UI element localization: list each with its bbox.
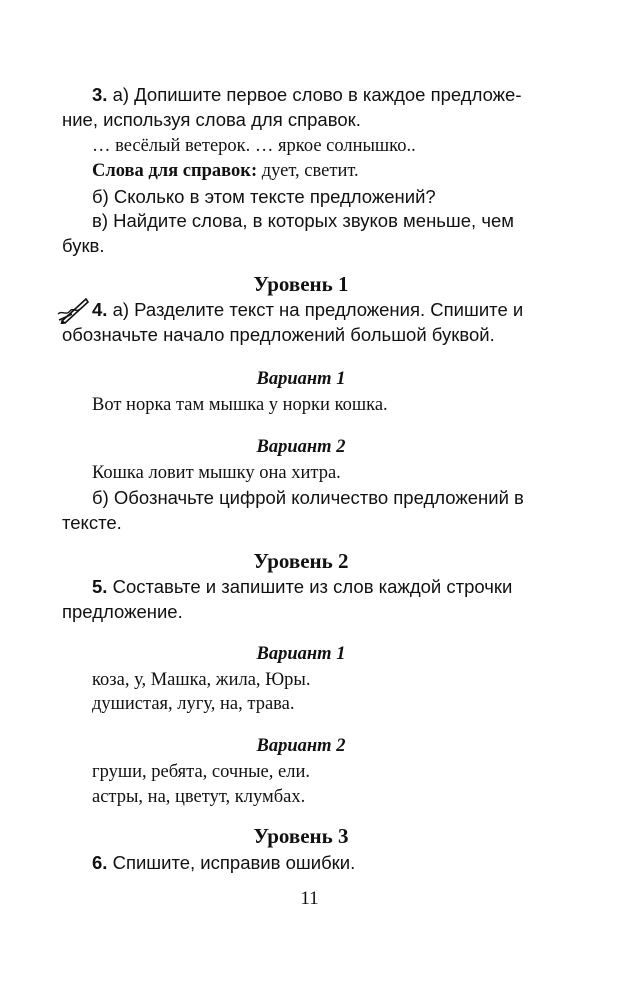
task-4-b-line-1: б) Обозначьте цифрой количество предложений в xyxy=(92,487,524,508)
task-3-line-2: ние, используя слова для справок. xyxy=(62,109,361,130)
level-1-variant-1-title: Вариант 1 xyxy=(256,369,346,389)
task-4-b-line-2: тексте. xyxy=(62,512,122,533)
level-1-variant-1-text: Вот норка там мышка у норки кошка. xyxy=(92,395,388,415)
level-2-variant-2-line-1: груши, ребята, сочные, ели. xyxy=(92,762,310,782)
task-3-c-line-2: букв. xyxy=(62,235,105,256)
hint-label: Слова для справок: xyxy=(92,161,258,181)
level-2-variant-1-line-1: коза, у, Машка, жила, Юры. xyxy=(92,670,311,690)
task-5-line-1: Составьте и запишите из слов каждой строчки xyxy=(112,576,513,597)
task-4-line-2: обозначьте начало предложений большой буквой. xyxy=(62,324,495,345)
task-3-instruction xyxy=(62,82,540,132)
task-number: 3. xyxy=(92,84,108,105)
level-2-variant-2-line-2: астры, на, цветут, клумбах. xyxy=(92,787,306,807)
task-4-question-b xyxy=(62,485,540,535)
task-3-line-1: а) Допишите первое слово в каждое предложе- xyxy=(112,84,522,105)
task-number: 6. xyxy=(92,852,108,873)
level-2-variant-1-title: Вариант 1 xyxy=(256,644,346,664)
task-4-line-1: а) Разделите текст на предложения. Спишите и xyxy=(112,299,524,320)
level-1-heading: Уровень 1 xyxy=(253,272,349,296)
task-number: 5. xyxy=(92,576,108,597)
task-5-line-2: предложение. xyxy=(62,601,183,622)
page-number: 11 xyxy=(300,888,319,909)
level-2-variant-2-title: Вариант 2 xyxy=(256,736,346,756)
level-3-heading: Уровень 3 xyxy=(253,824,349,848)
task-5-instruction xyxy=(62,574,540,624)
task-3-example: … весёлый ветерок. … яркое солнышко.. xyxy=(92,136,416,156)
task-4-instruction xyxy=(62,297,540,347)
task-number: 4. xyxy=(92,299,108,320)
task-3-question-b: б) Сколько в этом тексте предложений? xyxy=(92,186,436,207)
task-3-question-c xyxy=(62,208,540,258)
task-3-c-line-1: в) Найдите слова, в которых звуков меньше, чем xyxy=(92,210,514,231)
level-1-variant-2-title: Вариант 2 xyxy=(256,437,346,457)
level-1-variant-2-text: Кошка ловит мышку она хитра. xyxy=(92,463,341,483)
hint-words: дует, светит. xyxy=(261,161,359,181)
level-2-variant-1-line-2: душистая, лугу, на, трава. xyxy=(92,694,295,714)
task-3-hint xyxy=(62,159,540,184)
level-2-heading: Уровень 2 xyxy=(253,549,349,573)
task-6-instruction xyxy=(62,850,540,875)
task-6-text: Спишите, исправив ошибки. xyxy=(112,852,356,873)
